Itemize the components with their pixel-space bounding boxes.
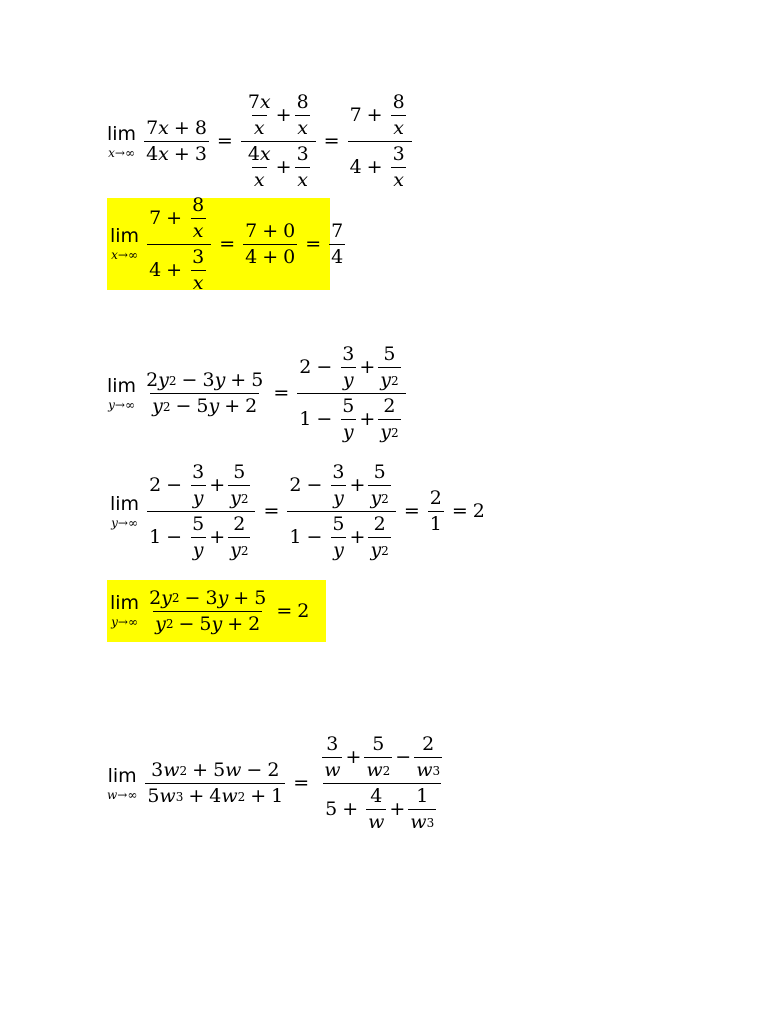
limit-operator: lim y→∞ [110,492,140,530]
fraction: $\frac{3}{w}$ + 5 w 2 − 2 w 3 5 + $\frac{4}{w}$ + 1 w 3 [324,733,441,833]
fraction: 7 + 0 4 + 0 [245,219,296,268]
equation-4: lim w→∞ 3 w 2 + 5 w − 2 5 w 3 + 4 w 2 + 1 = $\frac{3}{w}$ + 5 w 2 − 2 w 3 5 + $\frac{4}{w}$ + 1 w 3 [107,735,450,832]
fraction: 7 x + 8 4 x + 3 [146,117,207,165]
equation-3: lim y→∞ 2 − $\frac{3}{y}$ + 5 y 2 1 − $\frac{5}{y}$ + 2 y 2 = 2 − $\frac{3}{y}$ + 5 y 2 1 − $\frac{5}{y}$ + 2 y 2 = $\frac{2}{1}$ = 2 [110,461,485,561]
limit-operator: lim y→∞ [107,374,137,412]
highlighted-result-1: lim x→∞ 7 + $\frac{8}{x}$ 4 + $\frac{3}{x}$ = 7 + 0 4 + 0 = $\frac{7}{4}$ [107,198,330,290]
fraction: $\frac{2}{1}$ [429,487,442,535]
equation-2: lim y→∞ 2 y 2 − 3 y + 5 y 2 − 5 y + 2 = 2 − $\frac{3}{y}$ + 5 y 2 1 − $\frac{5}{y}$ + 2 y 2 [107,345,409,442]
limit-operator: lim x→∞ [107,122,137,160]
limit-operator: lim y→∞ [110,592,140,629]
fraction: 7 + $\frac{8}{x}$ 4 + $\frac{3}{x}$ [348,93,412,190]
fraction: 7 x x + $\frac{8}{x}$ 4 x x + $\frac{3}{x}$ [241,93,316,190]
fraction: 3 w 2 + 5 w − 2 5 w 3 + 4 w 2 + 1 [147,759,284,807]
highlighted-result-2: lim y→∞ 2 y 2 − 3 y + 5 y 2 − 5 y + 2 = 2 [107,580,326,642]
fraction: 2 − $\frac{3}{y}$ + 5 y 2 1 − $\frac{5}{y}$ + 2 y 2 [147,463,255,560]
fraction: 7 + $\frac{8}{x}$ 4 + $\frac{3}{x}$ [147,196,211,293]
fraction: 2 − $\frac{3}{y}$ + 5 y 2 1 − $\frac{5}{y}$ + 2 y 2 [287,463,395,560]
fraction: 2 y 2 − 3 y + 5 y 2 − 5 y + 2 [146,369,264,417]
equation-1: lim x→∞ 7 x + 8 4 x + 3 = 7 x x + $\frac{8}{x}$ 4 x x + $\frac{3}{x}$ = 7 + $\frac{8}{x}$ 4 + $\frac{3}{x}$ [107,93,415,190]
limit-operator: lim w→∞ [107,764,138,802]
fraction: 2 − $\frac{3}{y}$ + 5 y 2 1 − $\frac{5}{y}$ + 2 y 2 [297,345,405,442]
fraction: $\frac{7}{4}$ [331,219,344,268]
fraction: 2 y 2 − 3 y + 5 y 2 − 5 y + 2 [149,586,267,635]
limit-operator: lim x→∞ [110,225,140,262]
